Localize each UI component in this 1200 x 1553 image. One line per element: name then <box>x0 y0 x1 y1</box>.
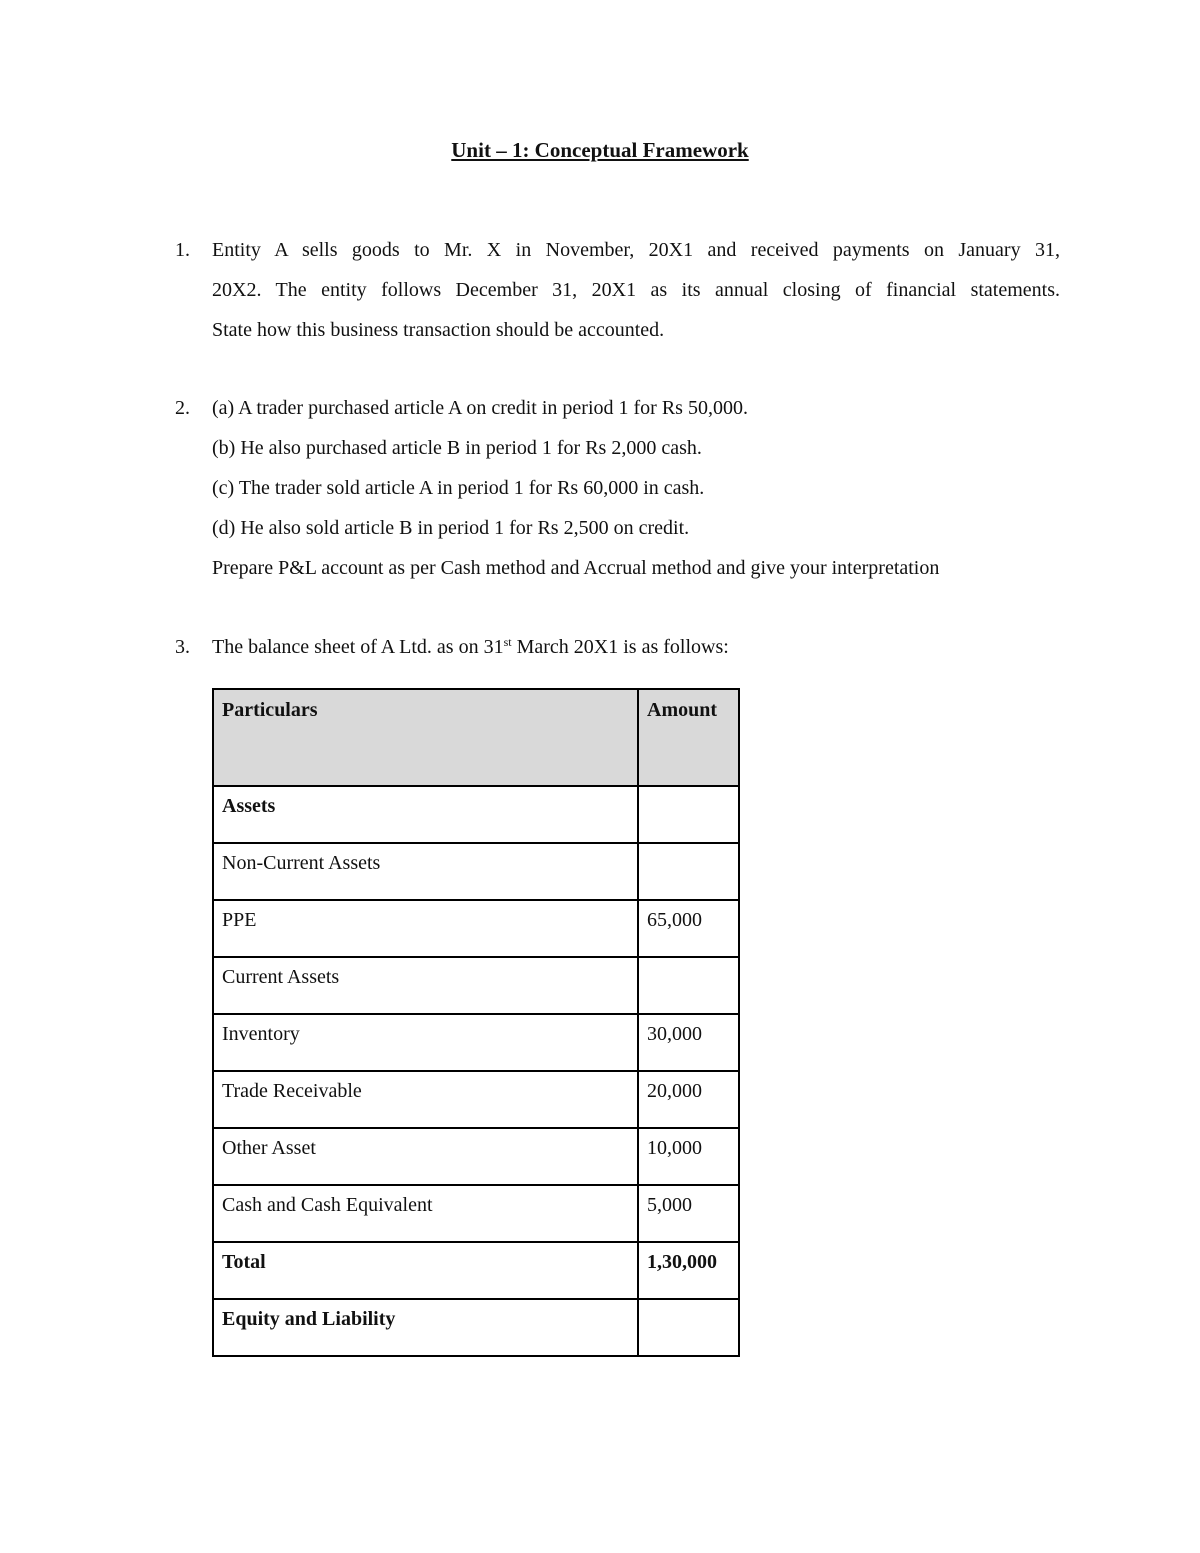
table-body <box>213 786 739 1356</box>
question-number: 2. <box>175 397 190 419</box>
row-amount: 30,000 <box>638 1014 739 1071</box>
row-amount <box>638 786 739 843</box>
table-row <box>213 843 739 900</box>
row-particulars: Trade Receivable <box>213 1071 638 1128</box>
question-text-after: March 20X1 is as follows: <box>511 636 729 658</box>
table-row <box>213 1071 739 1128</box>
question-text <box>212 388 1060 588</box>
row-particulars: PPE <box>213 900 638 957</box>
row-amount: 65,000 <box>638 900 739 957</box>
table-row <box>213 1242 739 1299</box>
header-particulars: Particulars <box>213 689 638 786</box>
question-line: (c) The trader sold article A in period 1 for Rs 60,000 in cash. <box>212 477 705 499</box>
page-title: Unit – 1: Conceptual Framework <box>451 138 749 162</box>
row-amount <box>638 957 739 1014</box>
row-particulars: Other Asset <box>213 1128 638 1185</box>
row-particulars: Equity and Liability <box>213 1299 638 1356</box>
question-number: 1. <box>175 239 190 261</box>
question-line: Prepare P&L account as per Cash method and Accrual method and give your interpretation <box>212 557 940 579</box>
table-row <box>213 1299 739 1356</box>
table-row <box>213 957 739 1014</box>
row-amount: 10,000 <box>638 1128 739 1185</box>
row-particulars: Current Assets <box>213 957 638 1014</box>
table-row <box>213 786 739 843</box>
table-row <box>213 1128 739 1185</box>
row-amount <box>638 1299 739 1356</box>
table-header-row <box>213 689 739 786</box>
row-particulars: Assets <box>213 786 638 843</box>
row-amount: 1,30,000 <box>638 1242 739 1299</box>
question-number: 3. <box>175 636 190 658</box>
question-text <box>212 230 1060 350</box>
question-line <box>212 627 1060 667</box>
question-line: 20X2. The entity follows December 31, 20X1 as its annual closing of financial statements. <box>212 279 1060 301</box>
table-row <box>213 1014 739 1071</box>
row-particulars: Non-Current Assets <box>213 843 638 900</box>
table-row <box>213 1185 739 1242</box>
ordinal-suffix: st <box>503 635 512 649</box>
row-amount: 5,000 <box>638 1185 739 1242</box>
question-line: (a) A trader purchased article A on credit in period 1 for Rs 50,000. <box>212 397 748 419</box>
row-amount <box>638 843 739 900</box>
question-line: Entity A sells goods to Mr. X in November, 20X1 and received payments on January 31, <box>212 239 1060 261</box>
row-particulars: Inventory <box>213 1014 638 1071</box>
row-amount: 20,000 <box>638 1071 739 1128</box>
row-particulars: Total <box>213 1242 638 1299</box>
table-row <box>213 900 739 957</box>
balance-sheet-table <box>212 688 740 1357</box>
row-particulars: Cash and Cash Equivalent <box>213 1185 638 1242</box>
question-text <box>212 627 1060 667</box>
header-amount <box>638 689 739 786</box>
question-text-before: The balance sheet of A Ltd. as on 31 <box>212 636 504 658</box>
question-line: (b) He also purchased article B in period 1 for Rs 2,000 cash. <box>212 437 702 459</box>
question-line: (d) He also sold article B in period 1 for Rs 2,500 on credit. <box>212 517 690 539</box>
header-amount-label: Amount <box>647 699 718 721</box>
question-line: State how this business transaction should be accounted. <box>212 319 665 341</box>
